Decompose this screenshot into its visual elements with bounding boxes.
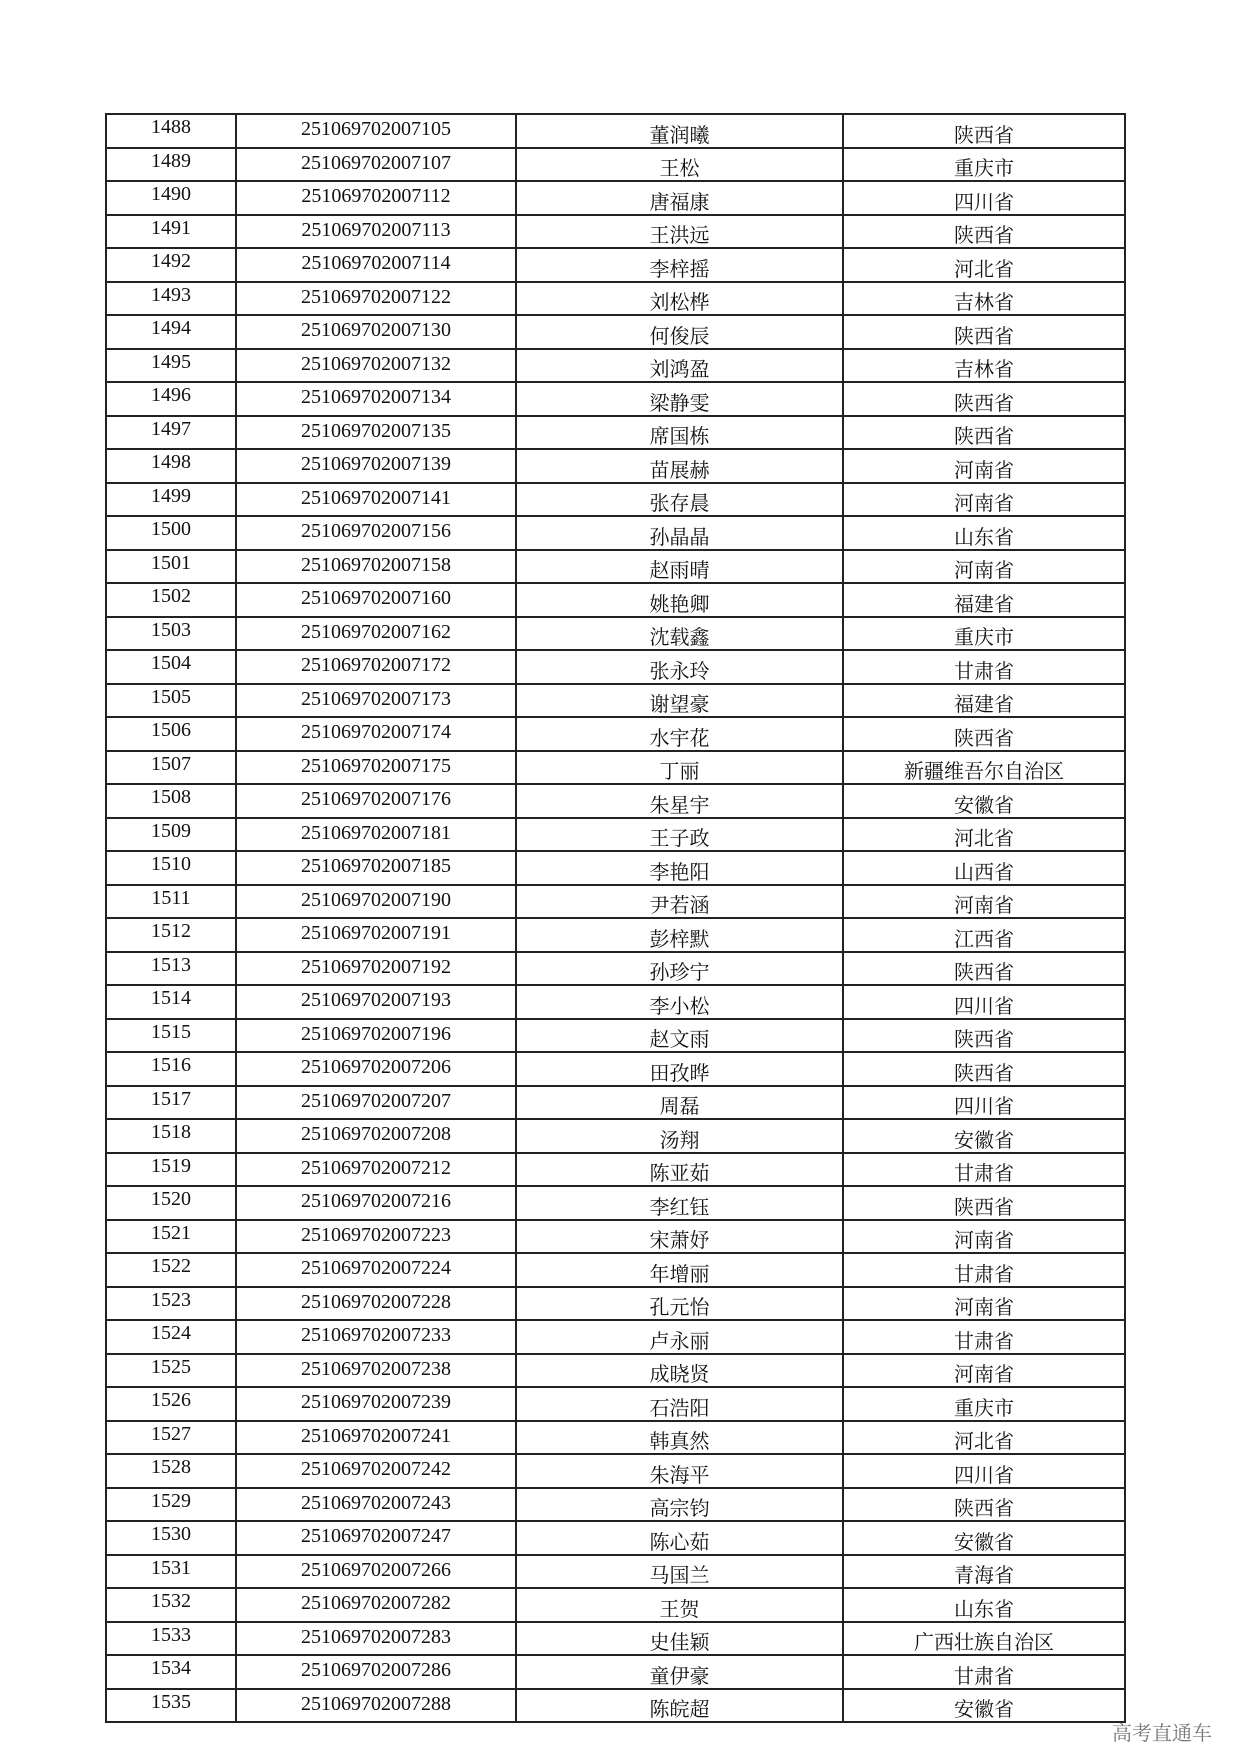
student-name-cell: 朱海平 — [516, 1454, 843, 1488]
province-cell: 河南省 — [843, 1354, 1125, 1388]
row-number-cell: 1515 — [106, 1019, 236, 1053]
student-name-cell: 水宇花 — [516, 717, 843, 751]
candidate-id-cell: 251069702007216 — [236, 1186, 516, 1220]
candidate-id-cell: 251069702007266 — [236, 1555, 516, 1589]
province-cell: 山西省 — [843, 851, 1125, 885]
province-cell: 陕西省 — [843, 952, 1125, 986]
table-row — [106, 1689, 1125, 1723]
table-row — [106, 684, 1125, 718]
student-name-cell: 宋萧妤 — [516, 1220, 843, 1254]
row-number-cell: 1520 — [106, 1186, 236, 1220]
province-cell: 重庆市 — [843, 1387, 1125, 1421]
province-cell: 安徽省 — [843, 1689, 1125, 1723]
table-row — [106, 1354, 1125, 1388]
province-cell: 四川省 — [843, 1454, 1125, 1488]
province-cell: 陕西省 — [843, 1488, 1125, 1522]
table-row — [106, 1220, 1125, 1254]
student-name-cell: 董润曦 — [516, 114, 843, 148]
watermark: 高考直通车 — [1112, 1721, 1212, 1745]
student-name-cell: 孔元怡 — [516, 1287, 843, 1321]
table-row — [106, 784, 1125, 818]
table-row — [106, 449, 1125, 483]
row-number-cell: 1513 — [106, 952, 236, 986]
row-number-cell: 1526 — [106, 1387, 236, 1421]
row-number-cell: 1504 — [106, 650, 236, 684]
province-cell: 重庆市 — [843, 148, 1125, 182]
table-row — [106, 1052, 1125, 1086]
province-cell: 四川省 — [843, 181, 1125, 215]
candidate-id-cell: 251069702007288 — [236, 1689, 516, 1723]
roster-table — [105, 113, 1126, 1723]
student-name-cell: 成晓贤 — [516, 1354, 843, 1388]
candidate-id-cell: 251069702007107 — [236, 148, 516, 182]
province-cell: 江西省 — [843, 918, 1125, 952]
candidate-id-cell: 251069702007223 — [236, 1220, 516, 1254]
student-name-cell: 孙珍宁 — [516, 952, 843, 986]
row-number-cell: 1527 — [106, 1421, 236, 1455]
candidate-id-cell: 251069702007112 — [236, 181, 516, 215]
candidate-id-cell: 251069702007156 — [236, 516, 516, 550]
row-number-cell: 1532 — [106, 1588, 236, 1622]
table-row — [106, 215, 1125, 249]
row-number-cell: 1517 — [106, 1086, 236, 1120]
row-number-cell: 1519 — [106, 1153, 236, 1187]
candidate-id-cell: 251069702007192 — [236, 952, 516, 986]
province-cell: 福建省 — [843, 684, 1125, 718]
province-cell: 四川省 — [843, 1086, 1125, 1120]
student-name-cell: 王洪远 — [516, 215, 843, 249]
province-cell: 河南省 — [843, 1220, 1125, 1254]
row-number-cell: 1501 — [106, 550, 236, 584]
candidate-id-cell: 251069702007160 — [236, 583, 516, 617]
student-name-cell: 沈载鑫 — [516, 617, 843, 651]
table-row — [106, 1622, 1125, 1656]
row-number-cell: 1493 — [106, 282, 236, 316]
province-cell: 甘肃省 — [843, 650, 1125, 684]
province-cell: 陕西省 — [843, 1019, 1125, 1053]
row-number-cell: 1508 — [106, 784, 236, 818]
province-cell: 安徽省 — [843, 1119, 1125, 1153]
table-row — [106, 1588, 1125, 1622]
table-row — [106, 1454, 1125, 1488]
student-name-cell: 年增丽 — [516, 1253, 843, 1287]
student-name-cell: 张存晨 — [516, 483, 843, 517]
row-number-cell: 1492 — [106, 248, 236, 282]
candidate-id-cell: 251069702007175 — [236, 751, 516, 785]
candidate-id-cell: 251069702007282 — [236, 1588, 516, 1622]
row-number-cell: 1514 — [106, 985, 236, 1019]
student-name-cell: 李艳阳 — [516, 851, 843, 885]
table-row — [106, 248, 1125, 282]
candidate-id-cell: 251069702007185 — [236, 851, 516, 885]
row-number-cell: 1503 — [106, 617, 236, 651]
table-row — [106, 1287, 1125, 1321]
province-cell: 陕西省 — [843, 382, 1125, 416]
student-name-cell: 陈亚茹 — [516, 1153, 843, 1187]
province-cell: 陕西省 — [843, 416, 1125, 450]
table-row — [106, 416, 1125, 450]
student-name-cell: 陈皖超 — [516, 1689, 843, 1723]
student-name-cell: 尹若涵 — [516, 885, 843, 919]
student-name-cell: 李梓摇 — [516, 248, 843, 282]
table-row — [106, 1119, 1125, 1153]
candidate-id-cell: 251069702007113 — [236, 215, 516, 249]
table-row — [106, 1019, 1125, 1053]
student-name-cell: 彭梓默 — [516, 918, 843, 952]
roster-table-body — [106, 114, 1125, 1722]
table-row — [106, 516, 1125, 550]
candidate-id-cell: 251069702007238 — [236, 1354, 516, 1388]
candidate-id-cell: 251069702007207 — [236, 1086, 516, 1120]
row-number-cell: 1531 — [106, 1555, 236, 1589]
province-cell: 甘肃省 — [843, 1655, 1125, 1689]
student-name-cell: 苗展赫 — [516, 449, 843, 483]
candidate-id-cell: 251069702007181 — [236, 818, 516, 852]
province-cell: 安徽省 — [843, 784, 1125, 818]
candidate-id-cell: 251069702007241 — [236, 1421, 516, 1455]
candidate-id-cell: 251069702007158 — [236, 550, 516, 584]
province-cell: 陕西省 — [843, 215, 1125, 249]
row-number-cell: 1528 — [106, 1454, 236, 1488]
row-number-cell: 1490 — [106, 181, 236, 215]
table-row — [106, 1320, 1125, 1354]
student-name-cell: 赵文雨 — [516, 1019, 843, 1053]
row-number-cell: 1521 — [106, 1220, 236, 1254]
table-row — [106, 1488, 1125, 1522]
province-cell: 河北省 — [843, 248, 1125, 282]
candidate-id-cell: 251069702007233 — [236, 1320, 516, 1354]
candidate-id-cell: 251069702007176 — [236, 784, 516, 818]
table-row — [106, 751, 1125, 785]
row-number-cell: 1529 — [106, 1488, 236, 1522]
candidate-id-cell: 251069702007239 — [236, 1387, 516, 1421]
province-cell: 青海省 — [843, 1555, 1125, 1589]
student-name-cell: 田孜晔 — [516, 1052, 843, 1086]
student-name-cell: 刘松桦 — [516, 282, 843, 316]
student-name-cell: 张永玲 — [516, 650, 843, 684]
candidate-id-cell: 251069702007243 — [236, 1488, 516, 1522]
province-cell: 四川省 — [843, 985, 1125, 1019]
candidate-id-cell: 251069702007173 — [236, 684, 516, 718]
table-row — [106, 583, 1125, 617]
candidate-id-cell: 251069702007105 — [236, 114, 516, 148]
student-name-cell: 陈心茹 — [516, 1521, 843, 1555]
table-row — [106, 617, 1125, 651]
candidate-id-cell: 251069702007122 — [236, 282, 516, 316]
row-number-cell: 1530 — [106, 1521, 236, 1555]
student-name-cell: 卢永丽 — [516, 1320, 843, 1354]
student-name-cell: 汤翔 — [516, 1119, 843, 1153]
candidate-id-cell: 251069702007283 — [236, 1622, 516, 1656]
candidate-id-cell: 251069702007191 — [236, 918, 516, 952]
candidate-id-cell: 251069702007132 — [236, 349, 516, 383]
row-number-cell: 1498 — [106, 449, 236, 483]
province-cell: 广西壮族自治区 — [843, 1622, 1125, 1656]
table-row — [106, 315, 1125, 349]
table-row — [106, 1086, 1125, 1120]
row-number-cell: 1494 — [106, 315, 236, 349]
province-cell: 甘肃省 — [843, 1253, 1125, 1287]
province-cell: 河南省 — [843, 885, 1125, 919]
province-cell: 福建省 — [843, 583, 1125, 617]
student-name-cell: 丁丽 — [516, 751, 843, 785]
table-row — [106, 181, 1125, 215]
candidate-id-cell: 251069702007206 — [236, 1052, 516, 1086]
student-name-cell: 周磊 — [516, 1086, 843, 1120]
table-row — [106, 483, 1125, 517]
candidate-id-cell: 251069702007196 — [236, 1019, 516, 1053]
candidate-id-cell: 251069702007114 — [236, 248, 516, 282]
candidate-id-cell: 251069702007224 — [236, 1253, 516, 1287]
row-number-cell: 1496 — [106, 382, 236, 416]
table-row — [106, 349, 1125, 383]
row-number-cell: 1524 — [106, 1320, 236, 1354]
candidate-id-cell: 251069702007174 — [236, 717, 516, 751]
student-name-cell: 梁静雯 — [516, 382, 843, 416]
row-number-cell: 1510 — [106, 851, 236, 885]
province-cell: 河北省 — [843, 818, 1125, 852]
table-row — [106, 885, 1125, 919]
student-name-cell: 马国兰 — [516, 1555, 843, 1589]
row-number-cell: 1509 — [106, 818, 236, 852]
student-name-cell: 王贺 — [516, 1588, 843, 1622]
candidate-id-cell: 251069702007208 — [236, 1119, 516, 1153]
table-row — [106, 1186, 1125, 1220]
table-row — [106, 851, 1125, 885]
student-name-cell: 朱星宇 — [516, 784, 843, 818]
table-row — [106, 282, 1125, 316]
province-cell: 河南省 — [843, 483, 1125, 517]
row-number-cell: 1491 — [106, 215, 236, 249]
province-cell: 河南省 — [843, 449, 1125, 483]
candidate-id-cell: 251069702007228 — [236, 1287, 516, 1321]
province-cell: 山东省 — [843, 516, 1125, 550]
row-number-cell: 1500 — [106, 516, 236, 550]
row-number-cell: 1495 — [106, 349, 236, 383]
row-number-cell: 1489 — [106, 148, 236, 182]
candidate-id-cell: 251069702007172 — [236, 650, 516, 684]
province-cell: 安徽省 — [843, 1521, 1125, 1555]
row-number-cell: 1518 — [106, 1119, 236, 1153]
row-number-cell: 1535 — [106, 1689, 236, 1723]
candidate-id-cell: 251069702007162 — [236, 617, 516, 651]
student-name-cell: 童伊豪 — [516, 1655, 843, 1689]
table-row — [106, 717, 1125, 751]
table-row — [106, 1655, 1125, 1689]
table-row — [106, 818, 1125, 852]
student-name-cell: 姚艳卿 — [516, 583, 843, 617]
province-cell: 吉林省 — [843, 349, 1125, 383]
province-cell: 河南省 — [843, 550, 1125, 584]
table-row — [106, 952, 1125, 986]
row-number-cell: 1505 — [106, 684, 236, 718]
province-cell: 陕西省 — [843, 315, 1125, 349]
row-number-cell: 1533 — [106, 1622, 236, 1656]
student-name-cell: 席国栋 — [516, 416, 843, 450]
student-name-cell: 李红钰 — [516, 1186, 843, 1220]
table-row — [106, 1153, 1125, 1187]
province-cell: 重庆市 — [843, 617, 1125, 651]
row-number-cell: 1511 — [106, 885, 236, 919]
candidate-id-cell: 251069702007286 — [236, 1655, 516, 1689]
candidate-id-cell: 251069702007190 — [236, 885, 516, 919]
row-number-cell: 1502 — [106, 583, 236, 617]
province-cell: 陕西省 — [843, 114, 1125, 148]
row-number-cell: 1507 — [106, 751, 236, 785]
row-number-cell: 1534 — [106, 1655, 236, 1689]
table-row — [106, 985, 1125, 1019]
table-row — [106, 1421, 1125, 1455]
student-name-cell: 韩真然 — [516, 1421, 843, 1455]
row-number-cell: 1512 — [106, 918, 236, 952]
row-number-cell: 1499 — [106, 483, 236, 517]
table-row — [106, 1387, 1125, 1421]
candidate-id-cell: 251069702007130 — [236, 315, 516, 349]
student-name-cell: 王子政 — [516, 818, 843, 852]
candidate-id-cell: 251069702007242 — [236, 1454, 516, 1488]
candidate-id-cell: 251069702007193 — [236, 985, 516, 1019]
table-row — [106, 650, 1125, 684]
candidate-id-cell: 251069702007139 — [236, 449, 516, 483]
table-row — [106, 148, 1125, 182]
student-name-cell: 石浩阳 — [516, 1387, 843, 1421]
province-cell: 陕西省 — [843, 1052, 1125, 1086]
table-row — [106, 1521, 1125, 1555]
row-number-cell: 1525 — [106, 1354, 236, 1388]
province-cell: 河北省 — [843, 1421, 1125, 1455]
province-cell: 山东省 — [843, 1588, 1125, 1622]
province-cell: 陕西省 — [843, 1186, 1125, 1220]
student-name-cell: 王松 — [516, 148, 843, 182]
row-number-cell: 1522 — [106, 1253, 236, 1287]
table-row — [106, 114, 1125, 148]
student-name-cell: 谢望豪 — [516, 684, 843, 718]
row-number-cell: 1497 — [106, 416, 236, 450]
table-row — [106, 918, 1125, 952]
table-row — [106, 1555, 1125, 1589]
row-number-cell: 1506 — [106, 717, 236, 751]
province-cell: 陕西省 — [843, 717, 1125, 751]
student-name-cell: 史佳颖 — [516, 1622, 843, 1656]
student-name-cell: 李小松 — [516, 985, 843, 1019]
province-cell: 甘肃省 — [843, 1153, 1125, 1187]
province-cell: 新疆维吾尔自治区 — [843, 751, 1125, 785]
row-number-cell: 1523 — [106, 1287, 236, 1321]
province-cell: 吉林省 — [843, 282, 1125, 316]
candidate-id-cell: 251069702007134 — [236, 382, 516, 416]
row-number-cell: 1488 — [106, 114, 236, 148]
student-name-cell: 唐福康 — [516, 181, 843, 215]
student-name-cell: 赵雨晴 — [516, 550, 843, 584]
student-name-cell: 刘鸿盈 — [516, 349, 843, 383]
province-cell: 河南省 — [843, 1287, 1125, 1321]
student-name-cell: 何俊辰 — [516, 315, 843, 349]
candidate-id-cell: 251069702007247 — [236, 1521, 516, 1555]
candidate-id-cell: 251069702007141 — [236, 483, 516, 517]
row-number-cell: 1516 — [106, 1052, 236, 1086]
province-cell: 甘肃省 — [843, 1320, 1125, 1354]
table-row — [106, 382, 1125, 416]
student-name-cell: 孙晶晶 — [516, 516, 843, 550]
candidate-id-cell: 251069702007212 — [236, 1153, 516, 1187]
table-row — [106, 1253, 1125, 1287]
candidate-id-cell: 251069702007135 — [236, 416, 516, 450]
student-name-cell: 高宗钧 — [516, 1488, 843, 1522]
table-row — [106, 550, 1125, 584]
